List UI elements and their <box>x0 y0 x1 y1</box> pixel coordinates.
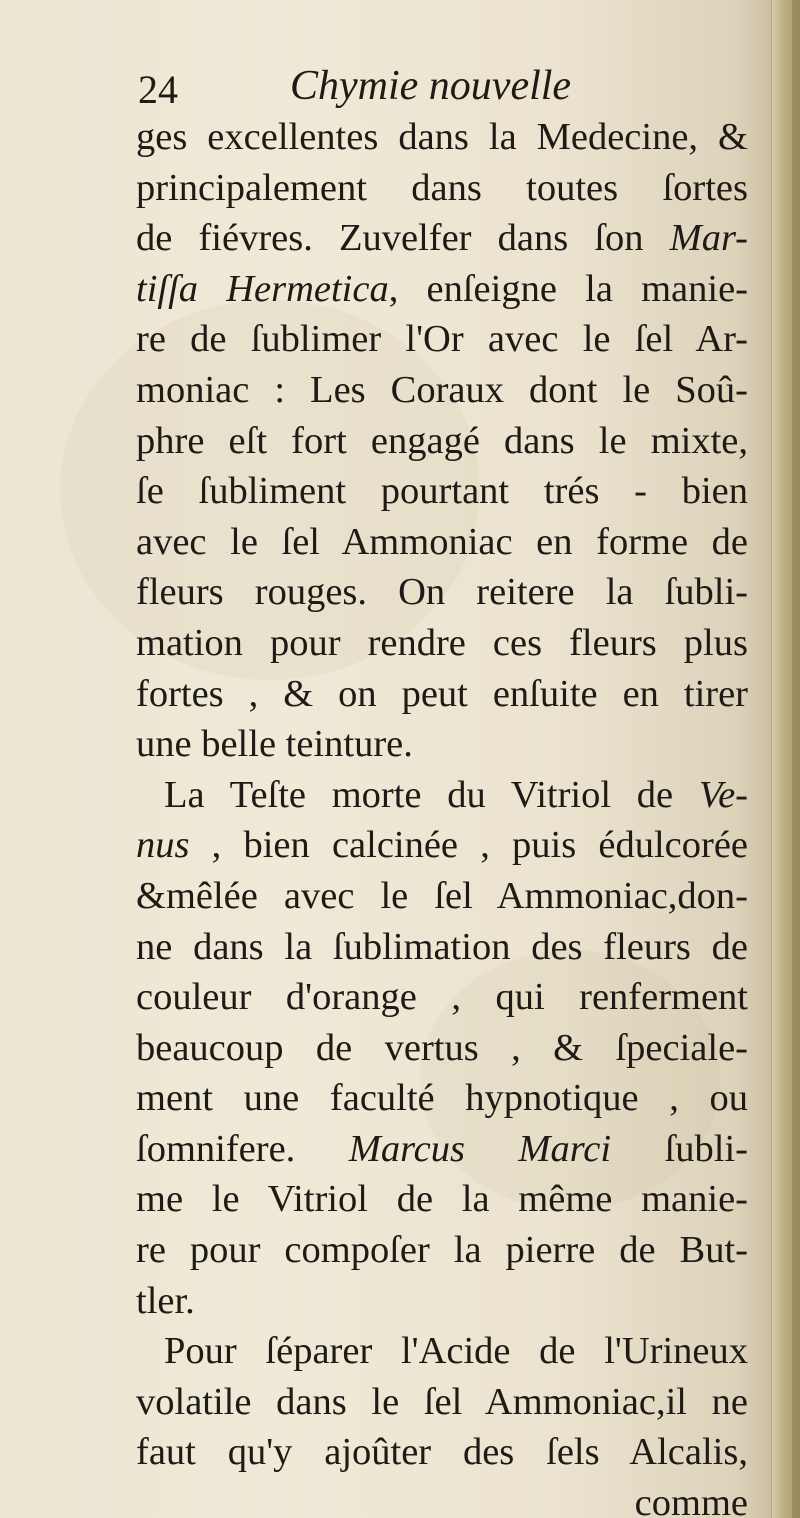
text-segment: tler. <box>136 1279 195 1322</box>
text-segment: &mêlée avec le ſel Ammoniac,don- <box>136 874 748 917</box>
text-segment: ges excellentes dans la Medecine, & <box>136 116 748 158</box>
text-line <box>136 922 748 973</box>
text-segment: avec le ſel Ammoniac en forme de <box>136 520 748 563</box>
page-number: 24 <box>138 67 178 112</box>
text-line <box>136 416 748 467</box>
text-line <box>136 1124 748 1175</box>
text-segment: phre eſt fort engagé dans le mixte, <box>136 419 748 462</box>
text-line <box>136 264 748 315</box>
text-segment: , bien calcinée , puis édulcorée <box>189 824 748 867</box>
text-segment: de fiévres. Zuvelfer dans ſon <box>136 217 670 260</box>
italic-text-segment: Mar- <box>669 217 748 260</box>
text-line <box>136 365 748 416</box>
text-segment: re de ſublimer l'Or avec le ſel Ar- <box>136 318 748 361</box>
text-segment: faut qu'y ajoûter des ſels Alcalis, <box>136 1431 748 1474</box>
page-gutter-edge <box>771 0 800 1518</box>
italic-text-segment: Ve- <box>698 773 748 816</box>
text-segment: , enſeigne la manie- <box>388 267 748 310</box>
running-title: Chymie nouvelle <box>290 63 572 109</box>
text-line <box>136 112 748 163</box>
text-segment: couleur d'orange , qui renferment <box>136 976 748 1019</box>
text-segment: beaucoup de vertus , & ſpeciale- <box>136 1026 748 1069</box>
text-line <box>136 770 748 821</box>
text-line <box>136 213 748 264</box>
italic-text-segment: Marcus Marci <box>348 1127 612 1170</box>
text-line <box>136 314 748 365</box>
italic-text-segment: tiſſa Hermetica <box>136 267 389 310</box>
text-line <box>136 1225 748 1276</box>
text-line <box>136 1478 748 1518</box>
italic-text-segment: nus <box>136 824 190 867</box>
text-line <box>136 1276 748 1327</box>
text-segment: ſe ſubliment pourtant trés - bien <box>136 470 748 513</box>
page-gutter-shadow <box>792 0 800 1518</box>
body-text <box>136 112 748 1518</box>
text-line <box>136 466 748 517</box>
text-segment: ſomnifere. <box>136 1127 349 1170</box>
text-segment: moniac : Les Coraux dont le Soû- <box>136 368 748 411</box>
text-segment: une belle teinture. <box>136 723 413 766</box>
text-line <box>136 1326 748 1377</box>
text-segment: principalement dans toutes ſortes <box>136 166 748 209</box>
text-line <box>136 1427 748 1478</box>
text-line <box>136 669 748 720</box>
page-header <box>138 62 748 112</box>
text-line <box>136 1377 748 1428</box>
text-line <box>136 972 748 1023</box>
text-line <box>136 820 748 871</box>
text-segment: re pour compoſer la pierre de But- <box>136 1229 748 1272</box>
text-line <box>136 871 748 922</box>
text-segment: ment une faculté hypnotique , ou <box>136 1077 748 1120</box>
text-line <box>136 517 748 568</box>
text-line <box>136 1174 748 1225</box>
text-line <box>136 163 748 214</box>
text-line <box>136 719 748 770</box>
text-segment: me le Vitriol de la même manie- <box>136 1178 748 1221</box>
text-line <box>136 618 748 669</box>
text-segment: fleurs rouges. On reitere la ſubli- <box>136 571 748 614</box>
text-segment: ſubli- <box>611 1127 748 1170</box>
text-line <box>136 567 748 618</box>
text-segment: comme <box>634 1482 748 1518</box>
text-segment: Pour ſéparer l'Acide de l'Urineux <box>164 1330 748 1373</box>
text-segment: ne dans la ſublimation des fleurs de <box>136 925 748 968</box>
text-line <box>136 1073 748 1124</box>
text-line <box>136 1023 748 1074</box>
text-segment: fortes , & on peut enſuite en tirer <box>136 672 748 715</box>
text-segment: La Teſte morte du Vitriol de <box>164 773 699 816</box>
text-segment: mation pour rendre ces fleurs plus <box>136 621 748 664</box>
text-segment: volatile dans le ſel Ammoniac,il ne <box>136 1380 748 1423</box>
